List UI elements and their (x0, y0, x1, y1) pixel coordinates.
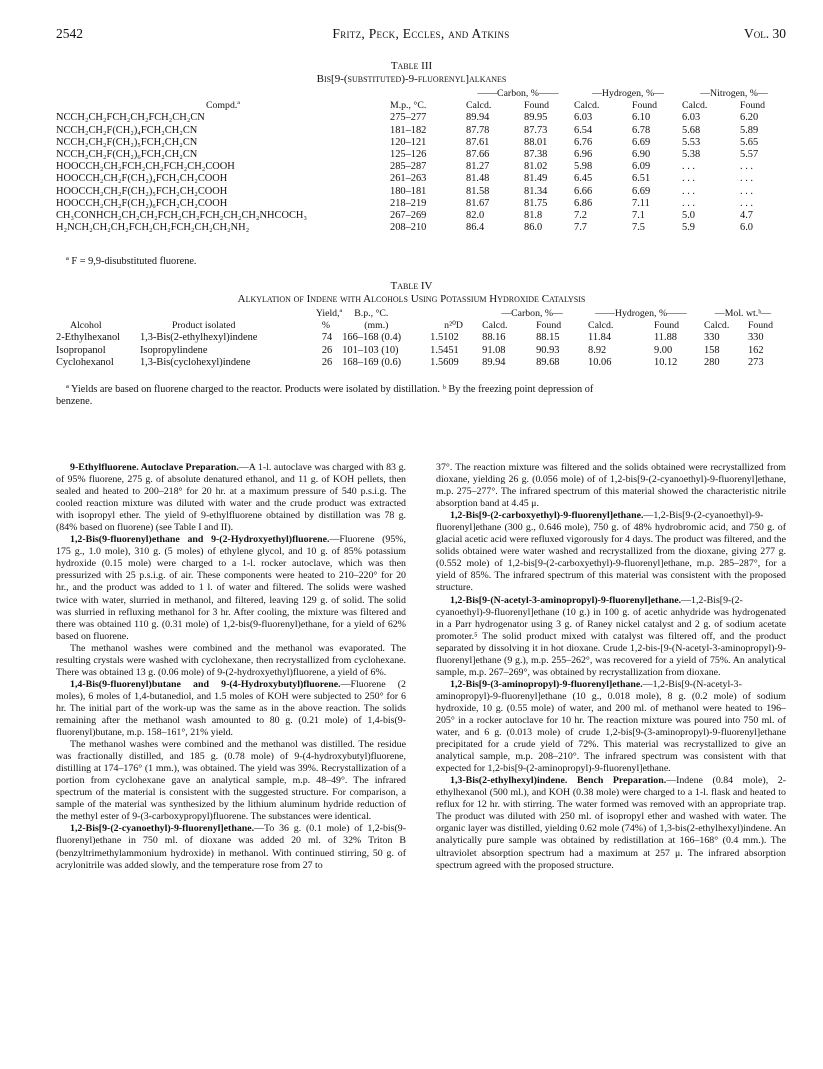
table3-row (56, 210, 786, 222)
table4-footnote: ª Yields are based on fluorene charged to the reactor. Products were isolated by distillation. ᵇ By the freezing point depression of (66, 384, 594, 395)
table3-group-header: —Nitrogen, %— (700, 88, 768, 99)
table3-cell: 7.11 (632, 197, 650, 209)
paragraph-heading: 9-Ethylfluorene. Autoclave Preparation. (70, 462, 239, 473)
table3-cell: . . . (740, 185, 753, 197)
table4-cell: 1,3-Bis(2-ethylhexyl)indene (139, 332, 258, 344)
table3-cell: 6.0 (740, 222, 753, 234)
table3-cell: 6.54 (574, 124, 593, 136)
table4-cell: 10.12 (654, 356, 678, 368)
table4-cell: 11.88 (654, 332, 677, 344)
table3-cell: 6.03 (682, 112, 701, 124)
table4-footnote-cont: benzene. (56, 396, 93, 407)
table4-cell: 166–168 (0.4) (342, 332, 402, 344)
table4-group-header-row (56, 308, 786, 320)
body-column-left (56, 462, 406, 872)
body-column-right (436, 462, 786, 872)
table3-cell: 4.7 (740, 210, 753, 222)
table3-cell: . . . (740, 173, 753, 185)
table3-cell: 6.96 (574, 149, 593, 161)
table4-cell: 90.93 (536, 344, 560, 356)
table3-group-header-row (56, 88, 786, 100)
table4-cell: 26 (321, 356, 333, 368)
table3-col-header: Found (524, 100, 550, 112)
table3-cell: 285–287 (390, 161, 427, 173)
body-paragraph (56, 823, 406, 871)
table3-cell: 6.69 (632, 185, 651, 197)
table3-col-header: Calcd. (682, 100, 708, 112)
table4-body (56, 332, 786, 369)
table3-header-row (56, 100, 786, 112)
table3-cell: CH₃CONHCH₂CH₂CH₂FCH₂CH₂FCH₂CH₂CH₂NHCOCH₃ (56, 210, 308, 222)
table3-row (56, 149, 786, 161)
table3-cell: 275–277 (390, 112, 427, 124)
table3-cell: 218–219 (390, 197, 427, 209)
table3-row (56, 222, 786, 234)
table4-cell: 1.5102 (430, 332, 459, 344)
table3-cell: 7.1 (632, 210, 645, 222)
table3-col-header: Compd.ª (206, 100, 241, 112)
table3-cell: 87.73 (524, 124, 548, 136)
table3-cell: 81.58 (466, 185, 490, 197)
paragraph-heading: 1,2-Bis[9-(N-acetyl-3-aminopropyl)-9-fluorenyl]ethane. (450, 594, 682, 606)
paragraph-text: —Indene (0.84 mole), 2-ethylhexanol (500 ml.), and KOH (0.38 mole) were charged to a 1-l. flask and heated to reflux for 12 hr. with stirring. The water formed was removed with an appropriate trap. The product was diluted with 250 ml. of isopropyl ether and washed with water. The organic layer was distilled, yielding 0.62 mole (74%) of 1,3-bis(2-ethylhexyl)indene. An analytically pure sample was obtained by redistillation at 166–168° (0.4 mm.). The ultraviolet absorption spectrum had a maximum at 257 μ. The infrared absorption spectrum agreed with the proposed structure. (436, 775, 786, 871)
paragraph-text: —1,2-Bis[9-(2-cyanoethyl)-9-fluorenyl]ethane (10 g.) in 100 g. of acetic anhydride was hydrogenated in a Parr hydrogenator using 3 g. of Raney nickel catalyst and 2 g. of sodium acetate promoter.⁵ The solid product mixed with catalyst was filtered off, and the product separated by dissolving it in hot dioxane. Crude 1,2-bis-[9-(N-acetyl-3-aminopropyl)-9-fluorenyl]ethane (9 g.), m.p. 255–262°, was recovered for a yield of 75%. An analytical sample, m.p. 267–269°, was obtained by recrystallization from dioxane. (436, 594, 786, 678)
table4-group-header: —Carbon, %— (501, 308, 563, 319)
table3-cell: 7.7 (574, 222, 587, 234)
paragraph-text: —Fluorene (95%, 175 g., 1.0 mole), 310 g. (5 moles) of ethylene glycol, and 10 g. of 85% potassium hydroxide (0.15 mole) were charged to a 1-l. rocker autoclave, which was then pressurized with 25 p.s.i.g. of air. These components were heated to 210–220° for 20 hr., and the product was added to 1 l. of water and filtered. The solids were washed twice with water, slurried in methanol, and filtered, leaving 129 g. of solid. The solid was slurried in refluxing methanol for 3 hr. After cooling, the mixture was filtered and there was obtained 110 g. (0.31 mole) of 1,2-bis(9-fluorenyl)ethane, for a yield of 62% based on fluorene. (56, 534, 406, 642)
table4-cell: 9.00 (654, 344, 673, 356)
paragraph-text: —1,2-Bis[9-(2-cyanoethyl)-9-fluorenyl]ethane (300 g., 0.646 mole), 750 g. of 48% hydrobromic acid, and 750 g. of glacial acetic acid were refluxed vigorously for 4 days. The product was filtered, and the solids obtained were water washed and recrystallized from the dioxane, giving 277 g. (0.552 mole) of 1,2-bis[9-(2-carboxyethyl)-9-fluorenyl]ethane, m.p. 285–287°, for a yield of 85%. The infrared spectrum of this material was consistent with the proposed structure. (436, 510, 786, 594)
table4-cell: 1.5451 (430, 344, 459, 356)
table3-cell: 5.68 (682, 124, 701, 136)
table3-row (56, 112, 786, 124)
table3-cell: 6.20 (740, 112, 759, 124)
table3-footnote: ª F = 9,9-disubstituted fluorene. (66, 256, 197, 267)
body-paragraph (56, 534, 406, 642)
paragraph-text: —1,2-Bis[9-(N-acetyl-3-aminopropyl)-9-fluorenyl]ethane (10 g., 0.018 mole), 8 g. (0.2 mole) of sodium hydroxide, 10 g. (0.55 mole) of water, and 200 ml. of methanol were heated to 196–205° in a rocker autoclave for 10 hr. The reaction mixture was poured into 750 ml. of water, and 6 g. (0.013 mole) of crude 1,2-bis[9-(3-aminopropyl)-9-fluorenyl]ethane precipitated for a crude yield of 72%. This material was recrystallized to give an analytical sample, m.p. 208–210°. The infrared spectrum was consistent with that expected for 1,2-bis[9-(2-aminopropyl)-9-fluorenyl]ethane. (436, 678, 786, 775)
table3-cell: 87.61 (466, 136, 490, 148)
table3 (56, 88, 786, 234)
table4 (56, 308, 786, 369)
table4-cell: 162 (747, 344, 764, 356)
paragraph-text: 37°. The reaction mixture was filtered and the solids obtained were recrystallized from dioxane, yielding 26 g. (0.056 mole) of of 1,2-bis[9-(2-cyanoethyl)-9-fluorenyl]ethane, m.p. 275–277°. The infrared spectrum of this material showed the characteristic nitrile absorption band at 4.45 μ. (436, 462, 786, 510)
table3-cell: 81.75 (524, 197, 548, 209)
table3-cell: 5.89 (740, 124, 759, 136)
paragraph-heading: 1,3-Bis(2-ethylhexyl)indene. Bench Preparation. (450, 775, 667, 787)
table3-cell: 6.66 (574, 185, 593, 197)
table3-cell: HOOCCH₂CH₂F(CH₂)₄FCH₂CH₂COOH (56, 173, 228, 185)
table4-col-header: Yield,ª (315, 308, 343, 319)
table3-cell: 261–263 (390, 173, 427, 185)
table3-cell: 5.57 (740, 149, 759, 161)
table3-cell: 6.69 (632, 136, 651, 148)
table4-cell: 88.15 (536, 332, 560, 344)
table3-cell: 5.0 (682, 210, 695, 222)
table3-row (56, 186, 786, 198)
table4-col-header: B.p., °C. (354, 308, 389, 319)
paragraph-text: The methanol washes were combined and the methanol was distilled. The residue was fractionally distilled, and 185 g. (0.78 mole) of 9-(4-hydroxybutyl)fluorene, distilling at 174–176° (1 mm.), was obtained. The yield was 39%. Recrystallization of a portion from cyclohexane gave an analytical sample, m.p. 48–49°. The infrared spectrum of the material is consistent with the suggested structure. For comparison, a sample of the material was synthesized by the lithium aluminum hydride reduction of the methyl ester of 9-(3-carboxypropyl)fluorene. The substances were identical. (56, 739, 406, 823)
table4-cell: 89.94 (482, 356, 506, 368)
table3-row (56, 161, 786, 173)
table3-row (56, 137, 786, 149)
table4-cell: 1.5609 (430, 356, 459, 368)
table4-col-header: Calcd. (588, 320, 614, 332)
table4-cell: 89.68 (536, 356, 560, 368)
table3-cell: 6.03 (574, 112, 593, 124)
table3-cell: HOOCCH₂CH₂F(CH₂)₆FCH₂CH₂COOH (56, 197, 228, 209)
table4-cell: Isopropylindene (139, 344, 208, 356)
table3-col-header: Calcd. (574, 100, 600, 112)
table4-col-header: Calcd. (482, 320, 508, 332)
table3-cell: 81.02 (524, 161, 548, 173)
table4-cell: 1,3-Bis(cyclohexyl)indene (139, 356, 251, 368)
body-paragraph (436, 595, 786, 679)
volume-label: Vol. 30 (744, 26, 786, 41)
table4-cell: 10.06 (588, 356, 612, 368)
table3-col-header: Calcd. (466, 100, 492, 112)
table3-cell: NCCH₂CH₂F(CH₂)₅FCH₂CH₂CN (56, 136, 198, 148)
table3-cell: 81.8 (524, 210, 543, 222)
table3-col-header: Found (740, 100, 766, 112)
paragraph-heading: 1,2-Bis[9-(2-cyanoethyl)-9-fluorenyl]ethane. (70, 823, 255, 835)
table4-cell: 330 (703, 332, 720, 344)
table3-cell: . . . (682, 185, 695, 197)
table3-cell: 6.76 (574, 136, 593, 148)
table3-cell: H₂NCH₂CH₂CH₂FCH₂CH₂FCH₂CH₂CH₂NH₂ (56, 222, 250, 234)
table3-col-header: M.p., °C. (390, 100, 427, 112)
table3-cell: 5.53 (682, 136, 701, 148)
body-paragraph (56, 643, 406, 679)
table3-cell: 81.34 (524, 185, 548, 197)
table3-cell: 7.5 (632, 222, 645, 234)
body-paragraph (436, 462, 786, 510)
table3-cell: 87.78 (466, 124, 490, 136)
table3-cell: 89.94 (466, 112, 490, 124)
table3-cell: 87.38 (524, 149, 548, 161)
table3-subtitle: Bis[9-(substituted)-9-fluorenyl]alkanes (316, 73, 507, 85)
table4-group-header: —Mol. wt.ᵇ— (714, 308, 772, 319)
table3-cell: 89.95 (524, 112, 548, 124)
table3-group-header: ——Carbon, %—— (477, 88, 559, 99)
table3-cell: 87.66 (466, 149, 490, 161)
paragraph-heading: 1,2-Bis(9-fluorenyl)ethane and 9-(2-Hydroxyethyl)fluorene. (70, 534, 330, 546)
table3-cell: 120–121 (390, 136, 427, 148)
table3-row (56, 173, 786, 185)
paragraph-text: The methanol washes were combined and the methanol was evaporated. The resulting crystals were washed with cyclohexane, then recrystallized from cyclohexane. There was obtained 13 g. (0.06 mole) of 9-(2-hydroxyethyl)fluorene, a yield of 6%. (56, 642, 406, 678)
table3-cell: 181–182 (390, 124, 427, 136)
body-paragraph (56, 739, 406, 823)
table3-body (56, 112, 786, 234)
table3-cell: 86.4 (466, 222, 485, 234)
table4-cell: Cyclohexanol (56, 356, 114, 368)
table3-cell: . . . (740, 197, 753, 209)
table3-cell: 81.67 (466, 197, 490, 209)
table3-row (56, 198, 786, 210)
table4-col-header: Found (536, 320, 562, 332)
table3-cell: HOOCCH₂CH₂FCH₂CH₂FCH₂CH₂COOH (56, 161, 235, 173)
table4-col-header: Found (747, 320, 773, 332)
table3-cell: . . . (682, 161, 695, 173)
table3-cell: 6.78 (632, 124, 651, 136)
table4-col-header: (mm.) (364, 320, 389, 332)
table4-col-header: Found (654, 320, 680, 332)
table3-row (56, 125, 786, 137)
table3-cell: 6.90 (632, 149, 651, 161)
table4-col-header: Alcohol (70, 320, 102, 332)
table3-cell: NCCH₂CH₂F(CH₂)₄FCH₂CH₂CN (56, 124, 198, 136)
table4-cell: 26 (321, 344, 333, 356)
table3-cell: HOOCCH₂CH₂F(CH₂)₅FCH₂CH₂COOH (56, 185, 228, 197)
table4-col-header: Calcd. (703, 320, 730, 332)
table4-cell: 330 (747, 332, 764, 344)
table4-cell: 88.16 (482, 332, 506, 344)
table3-cell: 208–210 (390, 222, 427, 234)
table3-cell: 6.86 (574, 197, 593, 209)
table4-group-header: ——Hydrogen, %—— (595, 308, 687, 319)
paragraph-heading: 1,4-Bis(9-fluorenyl)butane and 9-(4-Hydroxybutyl)fluorene. (70, 678, 341, 690)
table3-cell: 5.65 (740, 136, 759, 148)
table3-cell: . . . (740, 161, 753, 173)
paragraph-text: —A 1-l. autoclave was charged with 83 g. of 95% fluorene, 275 g. of absolute denatured ethanol, and 11 g. of KOH pellets, then sealed and heated to 200–218° for 20 hr. at a maximum pressure of 540 p.s.i.g. The cooled reaction mixture was diluted with water and the crude product was extracted with isopropyl ether. The yield of 9-ethylfluorene obtained by distillation was 78 g. (84% based on fluorene) (see Table I and II). (56, 462, 406, 534)
table4-row (56, 332, 786, 344)
table4-cell: 2-Ethylhexanol (56, 332, 121, 344)
body-paragraph (56, 679, 406, 739)
table3-cell: 5.98 (574, 161, 593, 173)
table4-row (56, 345, 786, 357)
table3-cell: 5.38 (682, 149, 701, 161)
paragraph-text: —To 36 g. (0.1 mole) of 1,2-bis(9-fluorenyl)ethane in 750 ml. of dioxane was added 20 ml. of 32% Triton B (benzyltrimethylammonium hydroxide) in methanol. With continued stirring, 50 g. of acrylonitrile was added slowly, and the temperature rose from 27 to (56, 823, 406, 871)
table4-cell: 273 (747, 356, 764, 368)
table4-cell: 168–169 (0.6) (342, 356, 402, 368)
body-paragraph (436, 679, 786, 775)
table4-cell: 11.84 (588, 332, 612, 344)
page-number: 2542 (56, 26, 83, 41)
table4-cell: 91.08 (482, 344, 506, 356)
table3-cell: . . . (682, 197, 695, 209)
table3-cell: 267–269 (390, 210, 427, 222)
table3-col-header: Found (632, 100, 658, 112)
table3-cell: . . . (682, 173, 695, 185)
paragraph-heading: 1,2-Bis[9-(2-carboxyethyl)-9-fluorenyl]ethane. (450, 510, 644, 522)
table3-cell: 81.48 (466, 173, 490, 185)
table4-cell: 8.92 (588, 344, 607, 356)
table4-row (56, 357, 786, 369)
table4-col-header: % (321, 320, 331, 332)
table3-cell: 7.2 (574, 210, 587, 222)
table3-cell: 81.27 (466, 161, 490, 173)
paragraph-text: —Fluorene (2 moles), 6 moles of 1,4-butanediol, and 1.5 moles of KOH were subjected to 250° for 6 hr. The initial part of the work-up was the same as in the above reaction. The solids remaining after the methanol wash amounted to 80 g. (0.21 mole) of 1,4-bis(9-fluorenyl)butane, m.p. 158–161°, 21% yield. (56, 678, 406, 739)
table4-col-header: Product isolated (171, 320, 236, 332)
table3-cell: 6.51 (632, 173, 651, 185)
table3-title: Table III (390, 60, 433, 72)
body-paragraph (436, 775, 786, 871)
table4-cell: Isopropanol (56, 344, 106, 356)
body-paragraph (56, 462, 406, 534)
authors-heading: Fritz, Peck, Eccles, and Atkins (332, 26, 510, 41)
table3-cell: 6.10 (632, 112, 651, 124)
table4-cell: 74 (321, 332, 333, 344)
table3-cell: 125–126 (390, 149, 427, 161)
table4-col-header: n²⁰D (444, 320, 464, 332)
table3-cell: 6.09 (632, 161, 651, 173)
table3-group-header: —Hydrogen, %— (592, 88, 664, 99)
table3-cell: 180–181 (390, 185, 427, 197)
body-paragraph (436, 510, 786, 594)
table3-cell: 86.0 (524, 222, 543, 234)
table3-cell: NCCH₂CH₂FCH₂CH₂FCH₂CH₂CN (56, 112, 205, 124)
table3-cell: NCCH₂CH₂F(CH₂)₆FCH₂CH₂CN (56, 149, 198, 161)
table3-cell: 6.45 (574, 173, 593, 185)
table3-cell: 5.9 (682, 222, 695, 234)
table3-cell: 81.49 (524, 173, 548, 185)
table4-cell: 280 (703, 356, 720, 368)
table4-header-row (56, 320, 786, 332)
table3-cell: 82.0 (466, 210, 485, 222)
paragraph-heading: 1,2-Bis[9-(3-aminopropyl)-9-fluorenyl]ethane. (450, 678, 643, 690)
table4-cell: 158 (703, 344, 720, 356)
table4-title: Table IV (390, 280, 433, 292)
table3-cell: 88.01 (524, 136, 548, 148)
table4-subtitle: Alkylation of Indene with Alcohols Using Potassium Hydroxide Catalysis (237, 293, 586, 305)
table4-cell: 101–103 (10) (342, 344, 399, 356)
